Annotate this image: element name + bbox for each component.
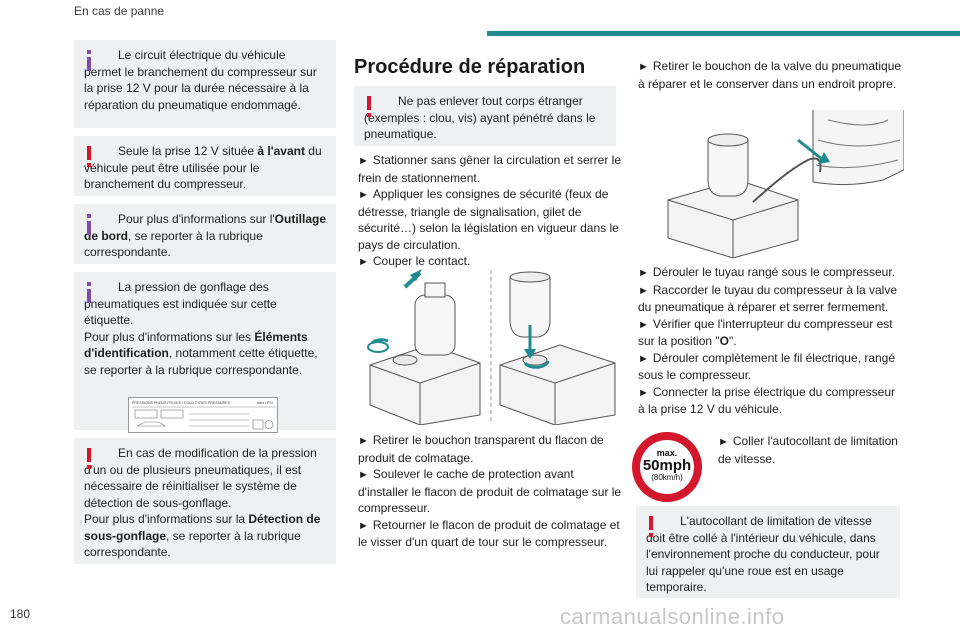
step-item: ► Retirer le bouchon transparent du flacon de produit de colmatage. — [358, 433, 604, 465]
note-text: Le circuit électrique du véhicule permet le branchement du compresseur sur la prise 12 V pour la durée nécessaire à la réparation du pneumatique endommagé. — [84, 48, 317, 112]
warning-note-underinflation — [74, 438, 336, 564]
note-text: Seule la prise 12 V située à l'avant du véhicule peut être utilisée pour le branchement du compresseur. — [84, 144, 322, 191]
speed-sign-max: max. — [656, 448, 678, 458]
arrow-icon: ► — [638, 284, 649, 297]
arrow-icon: ► — [358, 469, 369, 481]
arrow-icon: ► — [358, 256, 369, 268]
step-item: ► Dérouler complètement le fil électrique, rangé sous le compresseur. — [638, 350, 896, 382]
arrow-icon: ► — [638, 318, 649, 331]
warning-note-front-socket — [74, 136, 336, 196]
step-item: ► Stationner sans gêner la circulation et serrer le frein de stationnement. — [358, 153, 622, 185]
step-item: ► Couper le contact. — [358, 254, 471, 268]
note-text: La pression de gonflage des pneumatiques est indiquée sur cette étiquette. — [84, 280, 277, 327]
info-note-tools — [74, 204, 336, 264]
warning-note-foreign-body — [354, 86, 616, 146]
label-units: bars / PSI — [257, 401, 273, 405]
note-text: Ne pas enlever tout corps étranger (exemples : clou, vis) ayant pénétré dans le pneumatique. — [364, 94, 596, 141]
steps-bottle — [358, 432, 622, 551]
note-text: Pour plus d'informations sur la Détection de sous-gonflage, se reporter à la rubrique correspondante. — [84, 512, 321, 559]
speed-sign-mph: 50mph — [642, 457, 692, 474]
arrow-icon: ► — [638, 352, 649, 365]
step-item: ► Coller l'autocollant de limitation de vitesse. — [718, 434, 898, 466]
step-item: ► Retirer le bouchon de la valve du pneumatique à réparer et le conserver dans un endroit propre. — [638, 59, 902, 91]
arrow-icon: ► — [358, 435, 369, 447]
steps-valve — [638, 58, 904, 92]
step-item: ► Connecter la prise électrique du compresseur à la prise 12 V du véhicule. — [638, 384, 896, 416]
speed-limit-sticker-face — [640, 440, 694, 494]
arrow-icon: ► — [638, 61, 649, 73]
section-title: Procédure de réparation — [354, 56, 586, 78]
speed-sign-kmh: (80km/h) — [651, 473, 683, 482]
info-note-circuit — [74, 40, 336, 128]
header-section-title: En cas de panne — [74, 4, 165, 18]
arrow-icon: ► — [638, 386, 649, 399]
header-accent-bar — [487, 31, 960, 36]
step-item: ► Soulever le cache de protection avant d'installer le flacon de produit de colmatage sur le compresseur. — [358, 467, 622, 515]
speed-limit-sticker-icon — [632, 432, 702, 502]
step-item: ► Raccorder le tuyau du compresseur à la valve du pneumatique à réparer et serrer fermement. — [638, 282, 898, 314]
arrow-icon: ► — [718, 436, 729, 448]
steps-parking — [358, 152, 622, 271]
arrow-icon: ► — [358, 189, 369, 201]
note-text: L'autocollant de limitation de vitesse doit être collé à l'intérieur du véhicule, dans l'environnement proche du conducteur, pour lui rappeler qu'une roue est en usage temporaire. — [646, 514, 880, 594]
step-item: ► Retourner le flacon de produit de colmatage et le visser d'un quart de tour sur le compresseur. — [358, 517, 620, 549]
arrow-icon: ► — [358, 519, 369, 532]
step-sticker — [718, 433, 898, 467]
arrow-icon: ► — [358, 155, 369, 167]
warning-note-sticker — [636, 506, 900, 598]
note-text: En cas de modification de la pression d'un ou de plusieurs pneumatiques, il est nécessaire de réinitialiser le système de détection de sous-gonflage. — [84, 446, 317, 510]
arrow-icon: ► — [638, 267, 649, 279]
note-text: Pour plus d'informations sur l'Outillage de bord, se reporter à la rubrique correspondante. — [84, 212, 326, 259]
label-title: PRESSIONS PNEUS FROIDS / COLD TYRES PRESSURES — [132, 401, 230, 405]
watermark: carmanualsonline.info — [560, 604, 785, 629]
note-text: Pour plus d'informations sur les Éléments d'identification, notamment cette étiquette, se reporter à la rubrique correspondante. — [84, 329, 318, 377]
step-item: ► Vérifier que l'interrupteur du compresseur est sur la position "O". — [638, 316, 893, 348]
steps-hose — [638, 264, 904, 418]
compressor-hose-illustration — [638, 110, 904, 260]
step-item: ► Dérouler le tuyau rangé sous le compresseur. — [638, 265, 896, 279]
step-item: ► Appliquer les consignes de sécurité (feux de détresse, triangle de signalisation, gilet de sécurité…) selon la législation en vigueur dans le pays de circulation. — [358, 187, 619, 252]
tyre-pressure-label-image — [128, 397, 278, 433]
page-number: 180 — [10, 607, 31, 621]
compressor-bottle-illustration — [360, 265, 620, 425]
